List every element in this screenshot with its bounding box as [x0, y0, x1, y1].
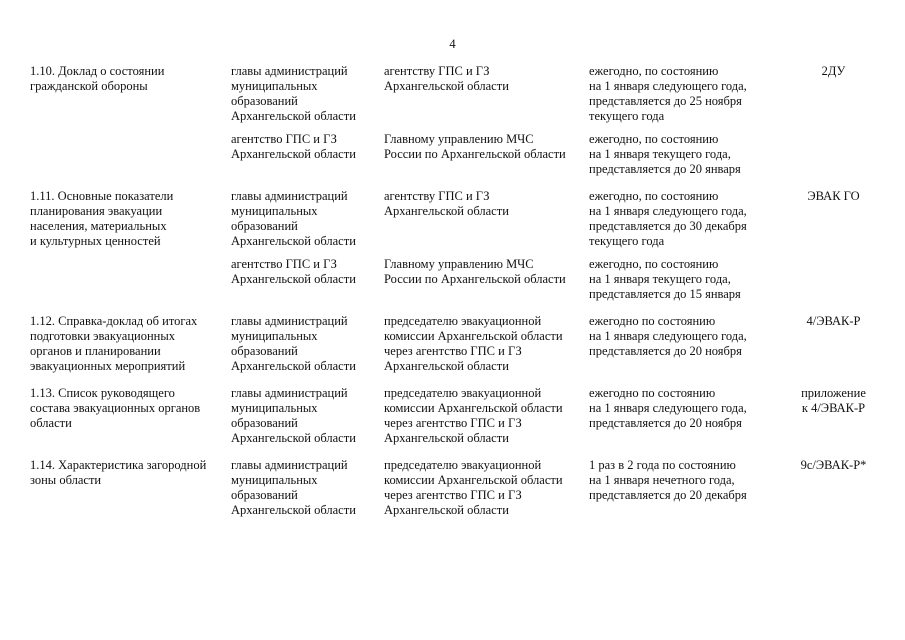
- deadline-cell: ежегодно по состоянию на 1 января следующего года, представляется до 20 ноября: [589, 314, 747, 358]
- table-row: [28, 386, 888, 446]
- item-title: 1.12. Справка-доклад об итогах подготовки эвакуационных органов и планировании эвакуационных мероприятий: [30, 314, 198, 373]
- table-row: [28, 189, 888, 249]
- table-section: [28, 458, 888, 518]
- recipient-cell: председателю эвакуационной комиссии Архангельской области через агентство ГПС и ГЗ Архангельской области: [384, 314, 563, 373]
- deadline-cell: ежегодно, по состоянию на 1 января следующего года, представляется до 25 ноября текущего года: [589, 64, 747, 123]
- deadline-cell: 1 раз в 2 года по состоянию на 1 января нечетного года, представляется до 20 декабря: [589, 458, 747, 502]
- table-row: [28, 257, 888, 302]
- deadline-cell: ежегодно по состоянию на 1 января следующего года, представляется до 20 ноября: [589, 386, 747, 430]
- form-code-cell: 2ДУ: [821, 64, 846, 78]
- form-code-cell: приложение к 4/ЭВАК-Р: [801, 386, 866, 415]
- submitter-cell: главы администраций муниципальных образований Архангельской области: [231, 386, 356, 445]
- item-title: 1.13. Список руководящего состава эвакуационных органов области: [30, 386, 201, 430]
- submitter-cell: агентство ГПС и ГЗ Архангельской области: [231, 257, 356, 286]
- item-title: 1.10. Доклад о состоянии гражданской обороны: [30, 64, 165, 93]
- recipient-cell: агентству ГПС и ГЗ Архангельской области: [384, 189, 509, 218]
- page-number: 4: [449, 37, 456, 51]
- submitter-cell: главы администраций муниципальных образований Архангельской области: [231, 64, 356, 123]
- submitter-cell: главы администраций муниципальных образований Архангельской области: [231, 458, 356, 517]
- table-section: [28, 64, 888, 177]
- table-row: [28, 314, 888, 374]
- item-title: 1.11. Основные показатели планирования эвакуации населения, материальных и культурных ценностей: [30, 189, 174, 248]
- table-section: [28, 386, 888, 446]
- deadline-cell: ежегодно, по состоянию на 1 января следующего года, представляется до 30 декабря текущего года: [589, 189, 747, 248]
- recipient-cell: Главному управлению МЧС России по Архангельской области: [384, 132, 566, 161]
- table-section: [28, 189, 888, 302]
- form-code-cell: 9с/ЭВАК-Р*: [800, 458, 867, 472]
- item-title: 1.14. Характеристика загородной зоны области: [30, 458, 207, 487]
- report-table: [28, 64, 888, 530]
- table-row: [28, 132, 888, 177]
- form-code-cell: ЭВАК ГО: [807, 189, 860, 203]
- table-section: [28, 314, 888, 374]
- submitter-cell: главы администраций муниципальных образований Архангельской области: [231, 314, 356, 373]
- recipient-cell: Главному управлению МЧС России по Архангельской области: [384, 257, 566, 286]
- submitter-cell: главы администраций муниципальных образований Архангельской области: [231, 189, 356, 248]
- form-code-cell: 4/ЭВАК-Р: [806, 314, 861, 328]
- table-row: [28, 458, 888, 518]
- deadline-cell: ежегодно, по состоянию на 1 января текущего года, представляется до 15 января: [589, 257, 741, 301]
- table-row: [28, 64, 888, 124]
- deadline-cell: ежегодно, по состоянию на 1 января текущего года, представляется до 20 января: [589, 132, 741, 176]
- submitter-cell: агентство ГПС и ГЗ Архангельской области: [231, 132, 356, 161]
- recipient-cell: председателю эвакуационной комиссии Архангельской области через агентство ГПС и ГЗ Архангельской области: [384, 458, 563, 517]
- recipient-cell: агентству ГПС и ГЗ Архангельской области: [384, 64, 509, 93]
- recipient-cell: председателю эвакуационной комиссии Архангельской области через агентство ГПС и ГЗ Архангельской области: [384, 386, 563, 445]
